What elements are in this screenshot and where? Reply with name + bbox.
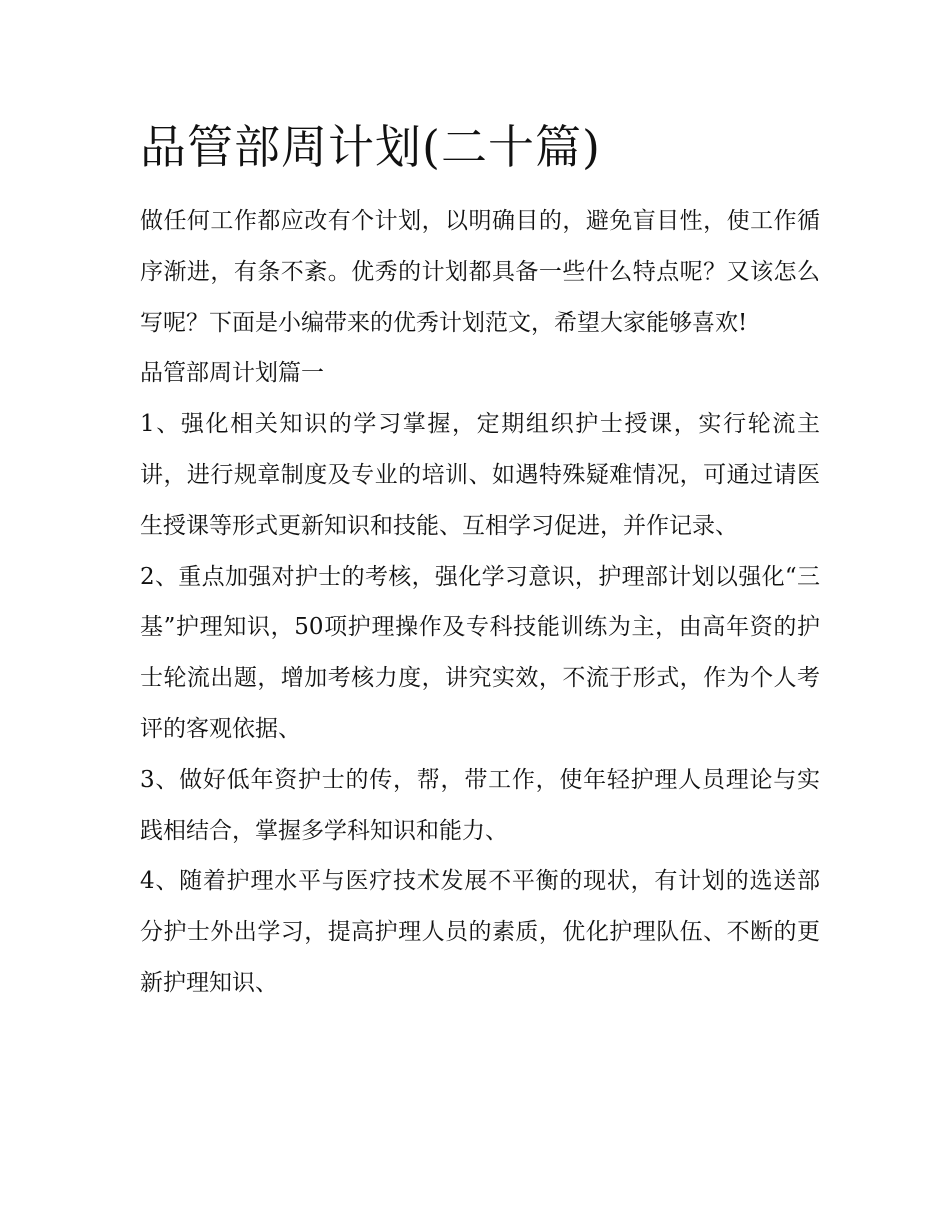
- document-title: 品管部周计划(二十篇): [140, 120, 601, 174]
- list-item-3: 3、做好低年资护士的传，帮，带工作，使年轻护理人员理论与实践相结合，掌握多学科知识和能力、: [140, 766, 820, 844]
- list-item-1: 1、强化相关知识的学习掌握，定期组织护士授课，实行轮流主讲，进行规章制度及专业的培训、如遇特殊疑难情况，可通过请医生授课等形式更新知识和技能、互相学习促进，并作记录、: [140, 411, 820, 539]
- list-item-2: 2、重点加强对护士的考核，强化学习意识，护理部计划以强化“三基”护理知识，50项护理操作及专科技能训练为主，由高年资的护士轮流出题，增加考核力度，讲究实效，不流于形式，作为个人考评的客观依据、: [140, 563, 820, 742]
- document-body: [140, 112, 820, 1009]
- intro-paragraph: 做任何工作都应改有个计划，以明确目的，避免盲目性，使工作循序渐进，有条不紊。优秀的计划都具备一些什么特点呢？又该怎么写呢？下面是小编带来的优秀计划范文，希望大家能够喜欢!: [140, 208, 820, 336]
- list-item-4: 4、随着护理水平与医疗技术发展不平衡的现状，有计划的选送部分护士外出学习，提高护理人员的素质，优化护理队伍、不断的更新护理知识、: [140, 868, 820, 996]
- section-heading: 品管部周计划篇一: [140, 360, 324, 387]
